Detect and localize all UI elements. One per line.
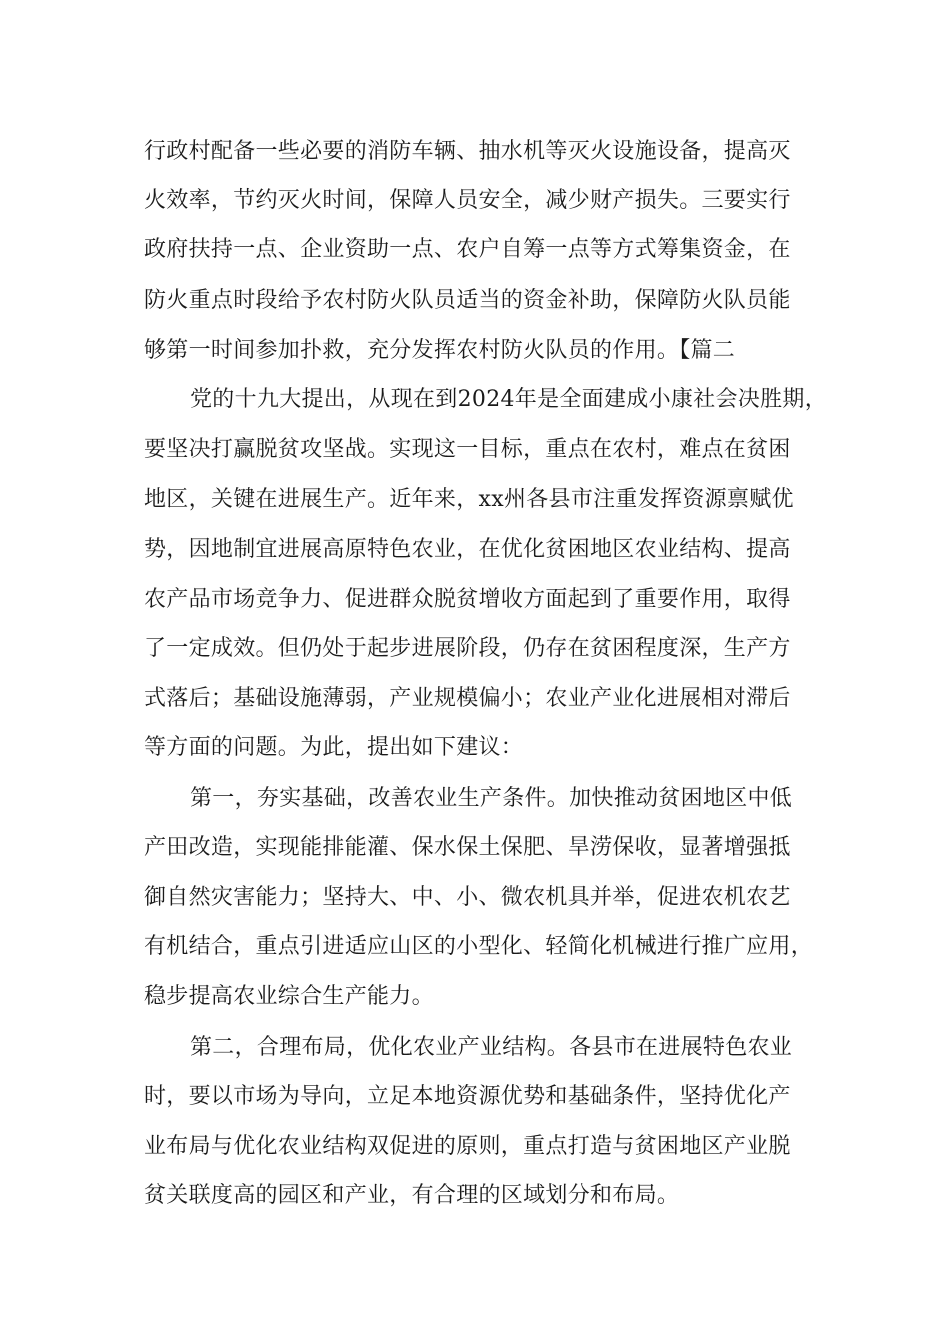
text-line: 等方面的问题。为此，提出如下建议： [144, 735, 524, 760]
text-line: 式落后；基础设施薄弱，产业规模偏小；农业产业化进展相对滞后 [144, 686, 791, 711]
text-line: 政府扶持一点、企业资助一点、农户自筹一点等方式筹集资金，在 [144, 237, 791, 262]
text-line: 势，因地制宜进展高原特色农业，在优化贫困地区农业结构、提高 [144, 537, 791, 562]
text-line: 业布局与优化农业结构双促进的原则，重点打造与贫困地区产业脱 [144, 1134, 791, 1159]
text-line: 党的十九大提出，从现在到2024年是全面建成小康社会决胜期， [190, 387, 827, 412]
text-line: 第二，合理布局，优化农业产业结构。各县市在进展特色农业 [190, 1035, 793, 1060]
text-line: 火效率，节约灭火时间，保障人员安全，减少财产损失。三要实行 [144, 188, 791, 213]
text-line: 第一，夯实基础，改善农业生产条件。加快推动贫困地区中低 [190, 786, 793, 811]
text-line: 地区，关键在进展生产。近年来，xx州各县市注重发挥资源禀赋优 [144, 487, 794, 512]
text-line: 有机结合，重点引进适应山区的小型化、轻简化机械进行推广应用， [144, 934, 814, 959]
text-line: 行政村配备一些必要的消防车辆、抽水机等灭火设施设备，提高灭 [144, 139, 791, 164]
text-line: 要坚决打赢脱贫攻坚战。实现这一目标，重点在农村，难点在贫困 [144, 437, 791, 462]
text-line: 防火重点时段给予农村防火队员适当的资金补助，保障防火队员能 [144, 288, 791, 313]
text-line: 御自然灾害能力；坚持大、中、小、微农机具并举，促进农机农艺 [144, 885, 791, 910]
text-line: 稳步提高农业综合生产能力。 [144, 984, 434, 1009]
text-line: 产田改造，实现能排能灌、保水保土保肥、旱涝保收，显著增强抵 [144, 835, 791, 860]
text-line: 贫关联度高的园区和产业，有合理的区域划分和布局。 [144, 1183, 680, 1208]
text-line: 够第一时间参加扑救，充分发挥农村防火队员的作用。【篇二 [144, 338, 736, 363]
text-line: 时，要以市场为导向，立足本地资源优势和基础条件，坚持优化产 [144, 1084, 791, 1109]
text-line: 了一定成效。但仍处于起步进展阶段，仍存在贫困程度深，生产方 [144, 636, 791, 661]
text-line: 农产品市场竞争力、促进群众脱贫增收方面起到了重要作用，取得 [144, 587, 791, 612]
